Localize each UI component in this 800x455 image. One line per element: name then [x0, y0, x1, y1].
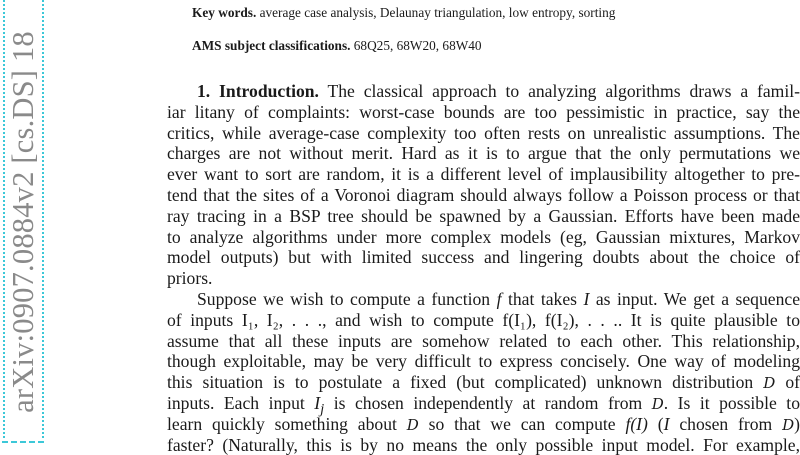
- text-line: 1. Introduction. The classical approach to analyzing algorithms draws a famil-: [197, 81, 800, 101]
- text-line: to analyze algorithms under more complex models (eg, Gaussian mixtures, Markov: [167, 226, 800, 247]
- text-line: charges are not without merit. Hard as it is to argue that the only permutations we: [167, 143, 800, 164]
- stamp-border-right: [42, 0, 44, 438]
- stamp-border-bottom: [2, 441, 44, 443]
- arxiv-stamp: [0, 0, 46, 450]
- text-line: iar litany of complaints: worst-case bounds are too pessimistic in practice, say the: [167, 101, 800, 122]
- text-line: of inputs I₁, I₂, . . ., and wish to compute f(I₁), f(I₂), . . .. It is quite plausible to: [167, 309, 800, 330]
- text-line: tend that the sites of a Voronoi diagram should always follow a Poisson process or that: [167, 184, 800, 205]
- ams-classifications-line: [192, 38, 482, 54]
- keywords-label: Key words.: [192, 5, 257, 20]
- intro-paragraph-2: [167, 289, 800, 455]
- stamp-border-left: [3, 0, 5, 438]
- text-line: faster? (Naturally, this is by no means the only possible input model. For example,: [167, 434, 800, 455]
- text-line: model outputs) but with limited success and lingering doubts about the choice of: [167, 247, 800, 268]
- text-line: inputs. Each input $I_j$ is chosen independently at random from D. Is it possible to: [167, 392, 800, 418]
- text-line: critics, while average-case complexity too often rests on unrealistic assumptions. The: [167, 122, 800, 143]
- text-line: priors.: [167, 268, 213, 289]
- text-line: ray tracing in a BSP tree should be spawned by a Gaussian. Efforts have been made: [167, 205, 800, 226]
- section-heading: 1. Introduction.: [197, 81, 319, 101]
- text-line: though exploitable, may be very difficult to express concisely. One way of modeling: [167, 351, 800, 372]
- text-line: this situation is to postulate a fixed (but complicated) unknown distribution D of: [167, 372, 800, 393]
- arxiv-identifier: arXiv:0907.0884v2 [cs.DS] 18: [5, 31, 40, 413]
- text-line: Suppose we wish to compute a function f that takes I as input. We get a sequence: [197, 289, 800, 309]
- ams-label: AMS subject classifications.: [192, 38, 351, 53]
- text-line: ever want to sort are random, it is a different level of implausibility altogether to pre-: [167, 164, 800, 185]
- keywords-line: [192, 5, 615, 21]
- ams-value: 68Q25, 68W20, 68W40: [350, 38, 482, 53]
- text-line: assume that all these inputs are somehow related to each other. This relationship,: [167, 330, 800, 351]
- text-line: learn quickly something about D so that we can compute f(I) (I chosen from D): [167, 413, 800, 434]
- intro-paragraph-1: [167, 81, 800, 289]
- keywords-value: average case analysis, Delaunay triangulation, low entropy, sorting: [256, 5, 616, 20]
